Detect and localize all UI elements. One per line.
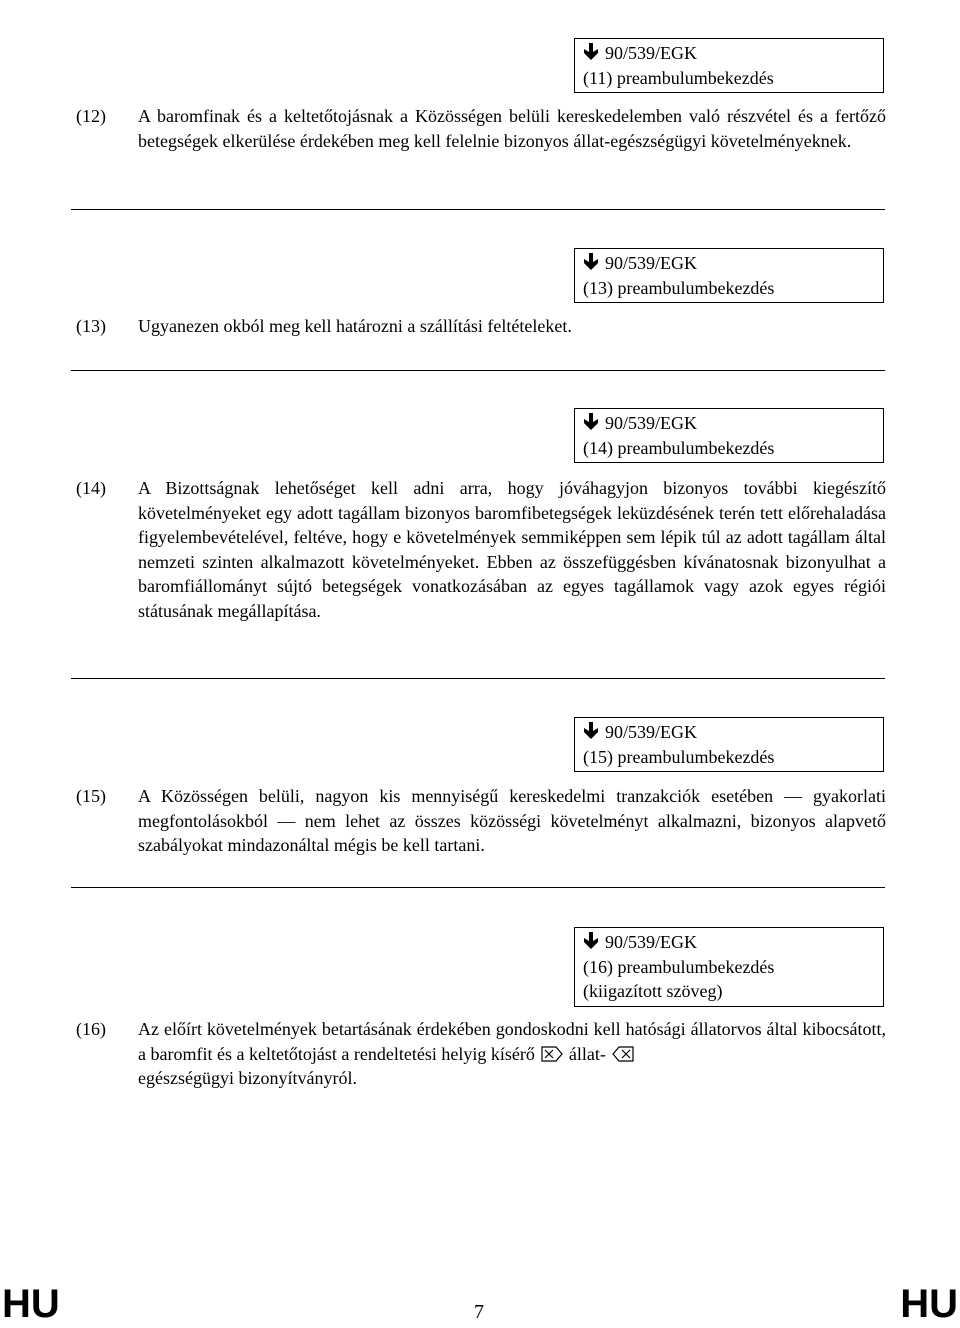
paragraph-12: [76, 104, 886, 153]
end-deletion-marker-icon: [612, 1046, 634, 1062]
section-divider: [71, 887, 885, 888]
reference-line-2: (14) preambulumbekezdés: [583, 437, 775, 458]
reference-line-2: (16) preambulumbekezdés: [583, 956, 775, 977]
down-arrow-icon: [583, 413, 599, 431]
paragraph-text: Ugyanezen okból meg kell határozni a szállítási feltételeket.: [138, 316, 572, 336]
reference-box: [574, 927, 884, 1007]
paragraph-16: [76, 1017, 886, 1091]
paragraph-text: Az előírt követelmények betartásának érdekében gondoskodni kell hatósági állatorvos által kibocsátott, a baromfit és a keltetőtojást a rendeltetési helyig kísérő állat- egészségügyi bizonyítványról.: [138, 1019, 886, 1088]
start-deletion-marker-icon: [541, 1046, 563, 1062]
footer-language-right: HU: [900, 1282, 958, 1326]
reference-line-1: 90/539/EGK: [583, 251, 883, 276]
paragraph-13: [76, 314, 886, 339]
paragraph-number: (14): [76, 478, 106, 498]
reference-line-2: (15) preambulumbekezdés: [583, 746, 775, 767]
reference-box: [574, 717, 884, 772]
reference-line-1: 90/539/EGK: [583, 411, 883, 436]
down-arrow-icon: [583, 722, 599, 740]
down-arrow-icon: [583, 43, 599, 61]
footer-language-left: HU: [2, 1282, 60, 1326]
down-arrow-icon: [583, 253, 599, 271]
paragraph-number: (16): [76, 1019, 106, 1039]
paragraph-text: A Bizottságnak lehetőséget kell adni arra, hogy jóváhagyjon bizonyos további kiegészítő követelményeket egy adott tagállam bizonyos baromfibetegségek leküzdésének terén tett előrehaladása figyelembevételével, feltéve, hogy e követelmények semmiképpen sem lépik túl az adott tagállam által nemzeti szinten alkalmazott követelményeket. Ebben az összefüggésben kívánatosnak bizonyulhat a baromfiállományt sújtó betegségek vonatkozásában az egyes tagállamok vagy azok egyes régiói státusának megállapítása.: [138, 478, 886, 621]
page-number: 7: [474, 1301, 484, 1323]
paragraph-number: (13): [76, 316, 106, 336]
reference-box: [574, 38, 884, 93]
paragraph-14: [76, 476, 886, 623]
reference-line-1: 90/539/EGK: [583, 720, 883, 745]
reference-line-1: 90/539/EGK: [583, 41, 883, 66]
section-divider: [71, 209, 885, 210]
section-divider: [71, 678, 885, 679]
paragraph-text: A Közösségen belüli, nagyon kis mennyiségű kereskedelmi tranzakciók esetében — gyakorlati megfontolásokból — nem lehet az összes közösségi követelményt alkalmazni, bizonyos alapvető szabályokat mindazonáltal mégis be kell tartani.: [138, 786, 886, 855]
paragraph-number: (12): [76, 106, 106, 126]
reference-box: [574, 248, 884, 303]
section-divider: [71, 370, 885, 371]
reference-line-3: (kiigazított szöveg): [583, 981, 723, 1001]
paragraph-15: [76, 784, 886, 858]
reference-box: [574, 408, 884, 463]
reference-line-1: 90/539/EGK: [583, 930, 883, 955]
reference-line-2: (13) preambulumbekezdés: [583, 277, 775, 298]
down-arrow-icon: [583, 932, 599, 950]
paragraph-number: (15): [76, 786, 106, 806]
reference-line-2: (11) preambulumbekezdés: [583, 67, 774, 88]
paragraph-text: A baromfinak és a keltetőtojásnak a Közösségen belüli kereskedelemben való részvétel és a fertőző betegségek elkerülése érdekében meg kell felelnie bizonyos állat-egészségügyi követelményeknek.: [138, 106, 886, 151]
